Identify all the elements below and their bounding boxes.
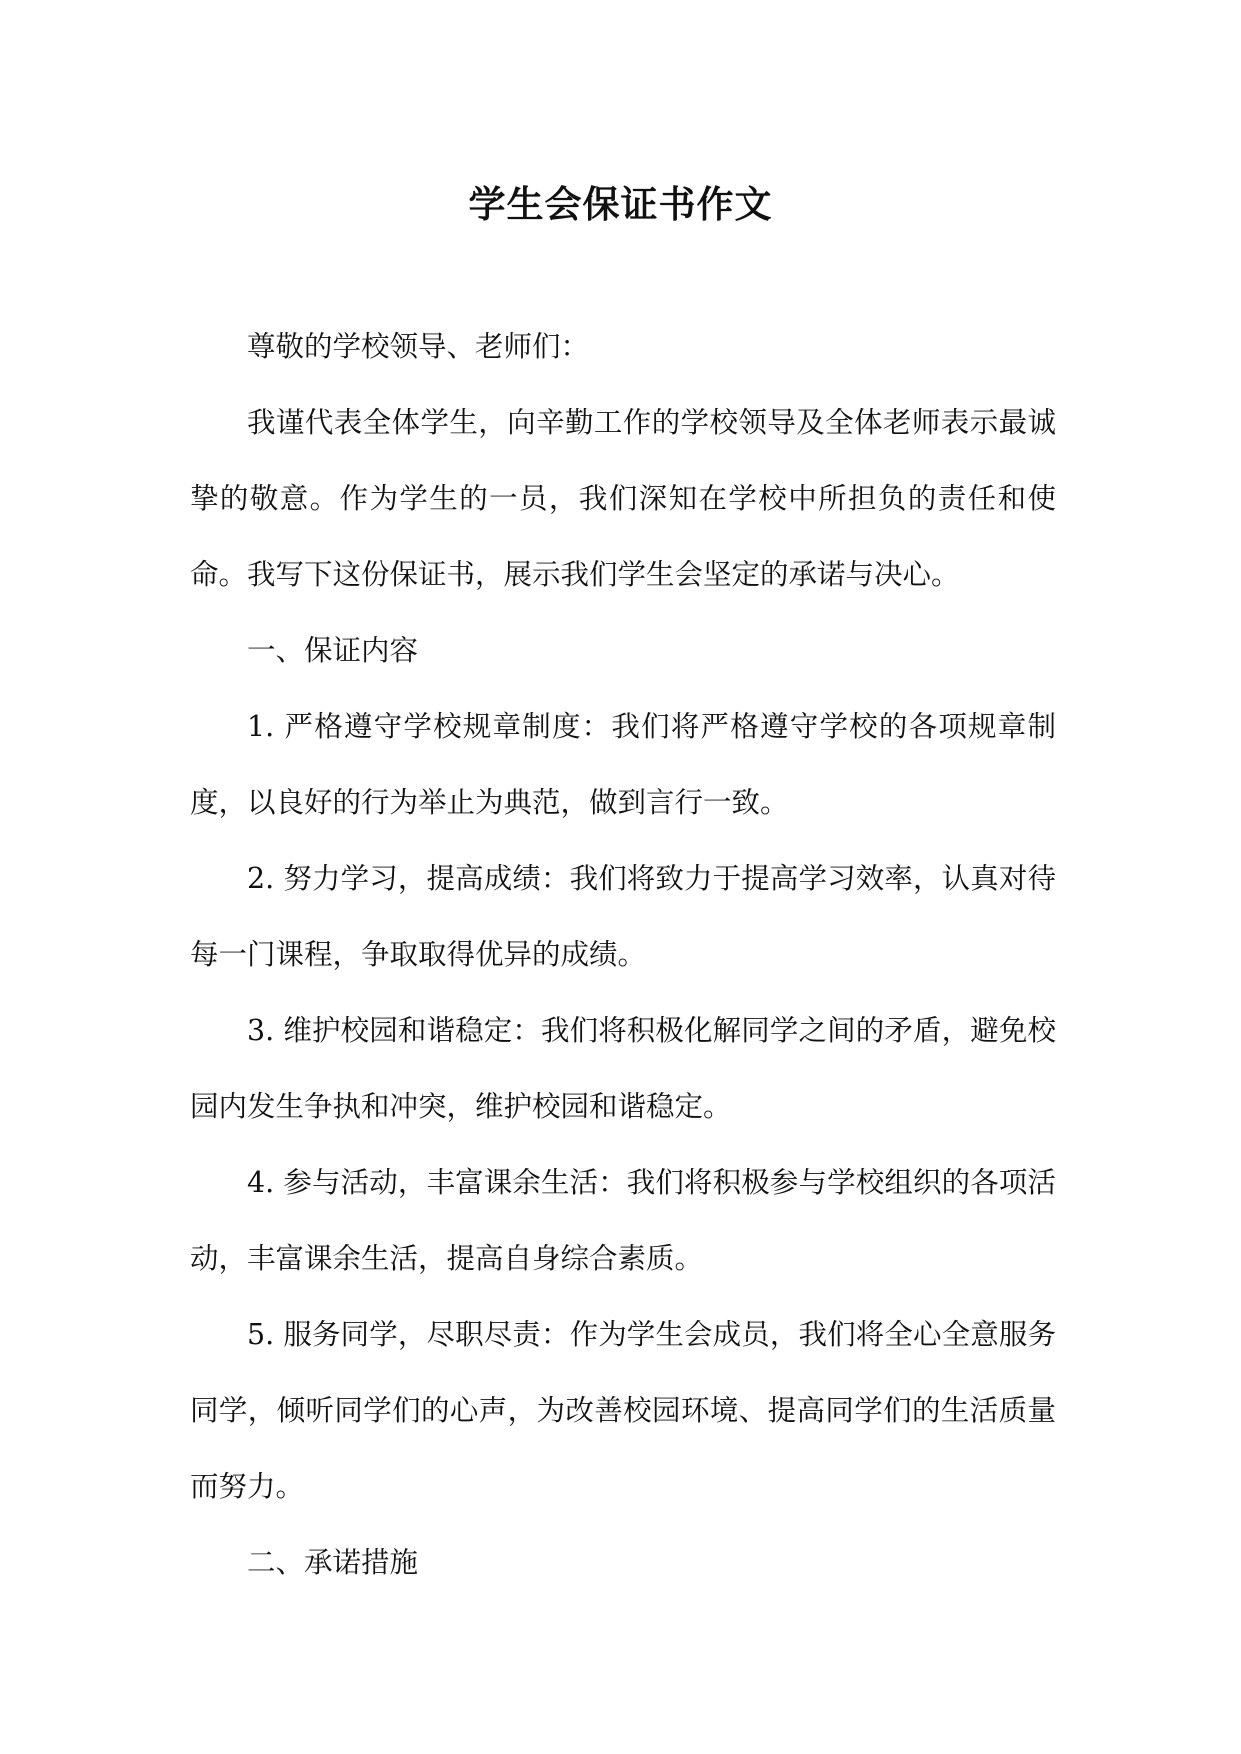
section-heading-1: 一、保证内容	[247, 634, 419, 667]
document-title: 学生会保证书作文	[468, 183, 773, 226]
intro-paragraph: 我谨代表全体学生，向辛勤工作的学校领导及全体老师表示最诚挚的敬意。作为学生的一员，我们深知在学校中所担负的责任和使命。我写下这份保证书，展示我们学生会坚定的承诺与决心。	[190, 406, 1056, 591]
list-item: 1. 严格遵守学校规章制度：我们将严格遵守学校的各项规章制度，以良好的行为举止为典范，做到言行一致。	[190, 710, 1056, 819]
list-item: 5. 服务同学，尽职尽责：作为学生会成员，我们将全心全意服务同学，倾听同学们的心声，为改善校园环境、提高同学们的生活质量而努力。	[190, 1318, 1056, 1503]
salutation: 尊敬的学校领导、老师们：	[247, 330, 590, 363]
list-item: 3. 维护校园和谐稳定：我们将积极化解同学之间的矛盾，避免校园内发生争执和冲突，维护校园和谐稳定。	[190, 1014, 1056, 1123]
section-heading-2: 二、承诺措施	[247, 1546, 419, 1579]
list-item: 2. 努力学习，提高成绩：我们将致力于提高学习效率，认真对待每一门课程，争取取得优异的成绩。	[190, 862, 1056, 971]
document-body	[190, 309, 1056, 1601]
list-item: 4. 参与活动，丰富课余生活：我们将积极参与学校组织的各项活动，丰富课余生活，提高自身综合素质。	[190, 1166, 1056, 1275]
